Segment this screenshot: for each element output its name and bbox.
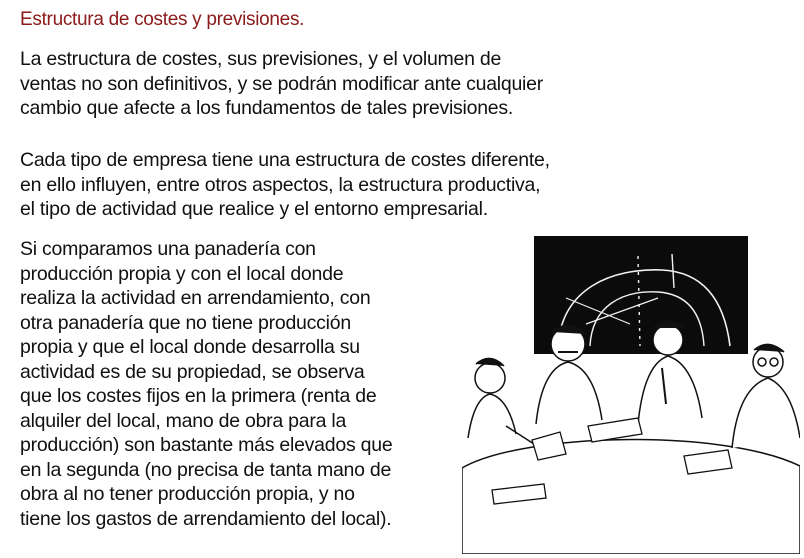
paragraph-line: alquiler del local, mano de obra para la (20, 409, 347, 432)
paragraph-line: el tipo de actividad que realice y el entorno empresarial. (20, 198, 488, 220)
slide-title: Estructura de costes y previsiones. (20, 9, 305, 30)
meeting-cartoon-icon (462, 228, 800, 554)
paragraph-line: en ello influyen, entre otros aspectos, la estructura productiva, (20, 173, 541, 196)
paragraph-line: otra panadería que no tiene producción (20, 311, 351, 334)
paragraph-line: La estructura de costes, sus previsiones, y el volumen de (20, 48, 502, 70)
paragraph-forecast-structure (20, 47, 543, 121)
paragraph-line: cambio que afecte a los fundamentos de tales previsiones. (20, 97, 514, 119)
paragraph-line: actividad es de su propiedad, se observa (20, 360, 365, 383)
paragraph-bakery-comparison (20, 237, 392, 531)
paragraph-line: realiza la actividad en arrendamiento, con (20, 287, 371, 309)
paragraph-line: tiene los gastos de arrendamiento del local). (20, 507, 392, 530)
paragraph-line: obra al no tener producción propia, y no (20, 483, 355, 505)
paragraph-line: Si comparamos una panadería con (20, 238, 316, 260)
paragraph-line: producción) son bastante más elevados que (20, 434, 393, 456)
paragraph-company-types (20, 148, 550, 222)
paragraph-line: producción propia y con el local donde (20, 262, 344, 285)
paragraph-line: en la segunda (no precisa de tanta mano de (20, 458, 392, 481)
paragraph-line: ventas no son definitivos, y se podrán modificar ante cualquier (20, 72, 543, 95)
paragraph-line: propia y que el local donde desarrolla su (20, 336, 360, 358)
paragraph-line: que los costes fijos en la primera (renta de (20, 385, 377, 407)
paragraph-line: Cada tipo de empresa tiene una estructura de costes diferente, (20, 149, 550, 171)
